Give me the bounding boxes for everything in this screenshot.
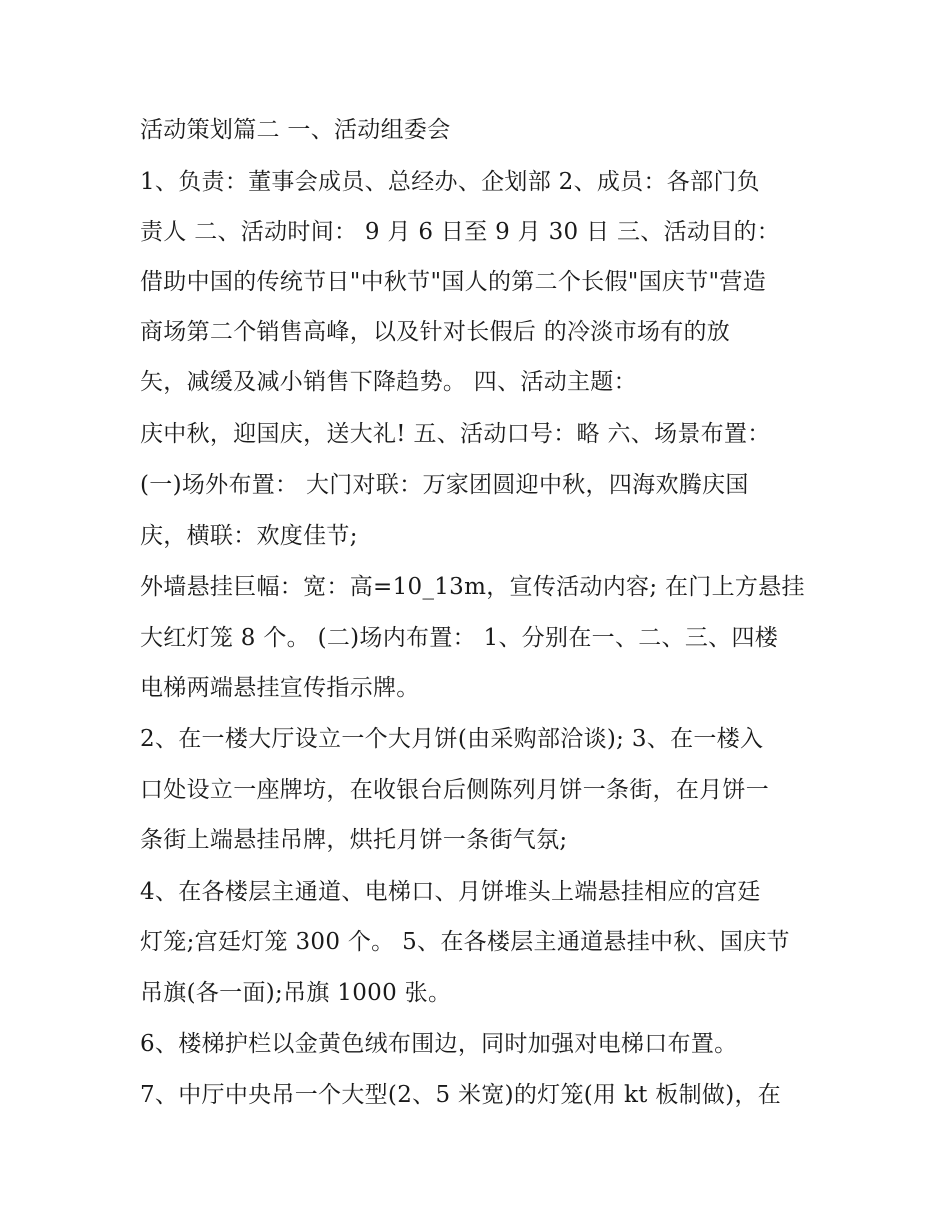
text-line: 大红灯笼 8 个。 (二)场内布置： 1、分别在一、二、三、四楼 (140, 625, 779, 651)
text-line: 庆，横联：欢度佳节; (140, 523, 358, 549)
text-line: 责人 二、活动时间： 9 月 6 日至 9 月 30 日 三、活动目的： (140, 219, 781, 245)
text-line: 电梯两端悬挂宣传指示牌。 (140, 675, 420, 701)
text-line: 外墙悬挂巨幅：宽：高=10_13m，宣传活动内容; 在门上方悬挂 (140, 574, 805, 600)
text-line: 庆中秋，迎国庆，送大礼! 五、活动口号：略 六、场景布置： (140, 421, 771, 447)
text-line: 1、负责：董事会成员、总经办、企划部 2、成员：各部门负 (140, 169, 760, 195)
text-line: 吊旗(各一面);吊旗 1000 张。 (140, 980, 452, 1006)
text-line: (一)场外布置： 大门对联：万家团圆迎中秋，四海欢腾庆国 (140, 472, 749, 498)
text-line: 矢，减缓及减小销售下降趋势。 四、活动主题： (140, 369, 637, 395)
text-line: 借助中国的传统节日"中秋节"国人的第二个长假"国庆节"营造 (140, 269, 767, 295)
text-line: 商场第二个销售高峰，以及针对长假后 的冷淡市场有的放 (140, 319, 731, 345)
text-line: 2、在一楼大厅设立一个大月饼(由采购部洽谈); 3、在一楼入 (140, 726, 764, 752)
text-line: 4、在各楼层主通道、电梯口、月饼堆头上端悬挂相应的宫廷 (140, 879, 761, 905)
text-line: 口处设立一座牌坊，在收银台后侧陈列月饼一条街，在月饼一 (140, 777, 770, 803)
text-line: 条街上端悬挂吊牌，烘托月饼一条街气氛; (140, 827, 568, 853)
text-line: 活动策划篇二 一、活动组委会 (140, 117, 451, 143)
text-line: 6、楼梯护栏以金黄色绒布围边，同时加强对电梯口布置。 (140, 1031, 738, 1057)
text-line: 灯笼;宫廷灯笼 300 个。 5、在各楼层主通道悬挂中秋、国庆节 (140, 929, 790, 955)
text-line: 7、中厅中央吊一个大型(2、5 米宽)的灯笼(用 kt 板制做)，在 (140, 1082, 782, 1108)
